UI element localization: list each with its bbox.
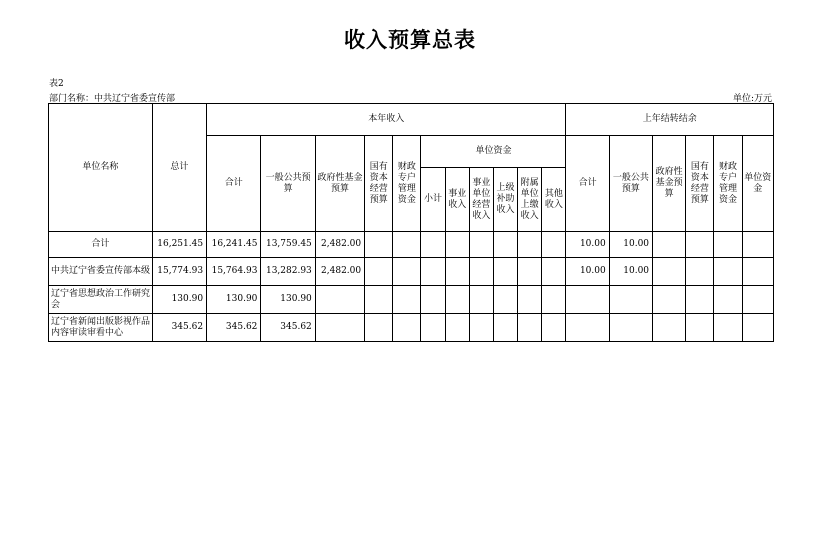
header-business-income: 事业收入	[445, 168, 469, 232]
header-prior-fiscal-special: 财政专户管理资金	[714, 136, 742, 232]
value-cell-p2	[609, 286, 652, 314]
header-prior-subtotal: 合计	[566, 136, 609, 232]
value-cell-c6	[421, 232, 445, 258]
value-cell-p2: 10.00	[609, 232, 652, 258]
value-cell-c10	[518, 286, 542, 314]
unit-name-cell: 辽宁省新闻出版影视作品内容审读审看中心	[49, 314, 153, 342]
value-cell-total: 130.90	[152, 286, 206, 314]
value-cell-c5	[393, 286, 421, 314]
value-cell-c4	[365, 232, 393, 258]
value-cell-p6	[742, 232, 773, 258]
value-cell-c4	[365, 314, 393, 342]
value-cell-c8	[469, 232, 493, 258]
header-prior-state-capital: 国有资本经营预算	[686, 136, 714, 232]
value-cell-c10	[518, 258, 542, 286]
header-total: 总计	[152, 104, 206, 232]
value-cell-p4	[686, 286, 714, 314]
value-cell-p1	[566, 286, 609, 314]
value-cell-c8	[469, 314, 493, 342]
value-cell-p5	[714, 258, 742, 286]
value-cell-p2: 10.00	[609, 258, 652, 286]
value-cell-c1: 15,764.93	[207, 258, 261, 286]
header-row-1	[49, 104, 774, 136]
header-subtotal: 合计	[207, 136, 261, 232]
value-cell-p5	[714, 232, 742, 258]
value-cell-c6	[421, 314, 445, 342]
value-cell-p3	[653, 232, 686, 258]
header-general-budget: 一般公共预算	[261, 136, 315, 232]
value-cell-total: 15,774.93	[152, 258, 206, 286]
table-row	[49, 258, 774, 286]
value-cell-c7	[445, 258, 469, 286]
value-cell-c11	[542, 258, 566, 286]
value-cell-c11	[542, 286, 566, 314]
value-cell-c7	[445, 286, 469, 314]
value-cell-p3	[653, 286, 686, 314]
value-cell-p6	[742, 286, 773, 314]
value-cell-c9	[493, 314, 517, 342]
value-cell-c4	[365, 258, 393, 286]
header-unit-subtotal: 小计	[421, 168, 445, 232]
value-cell-c2: 345.62	[261, 314, 315, 342]
header-unit-funds: 单位资金	[421, 136, 566, 168]
value-cell-p4	[686, 258, 714, 286]
header-prior-unit-funds: 单位资金	[742, 136, 773, 232]
value-cell-c6	[421, 286, 445, 314]
header-superior-subsidy: 上级补助收入	[493, 168, 517, 232]
value-cell-c1: 345.62	[207, 314, 261, 342]
header-prior-general: 一般公共预算	[609, 136, 652, 232]
header-state-capital: 国有资本经营预算	[365, 136, 393, 232]
value-cell-total: 16,251.45	[152, 232, 206, 258]
income-budget-table	[48, 103, 774, 342]
value-cell-p1: 10.00	[566, 258, 609, 286]
value-cell-c5	[393, 258, 421, 286]
table-body	[49, 232, 774, 342]
value-cell-p2	[609, 314, 652, 342]
page-title: 收入预算总表	[344, 28, 476, 52]
header-prior-year: 上年结转结余	[566, 104, 774, 136]
value-cell-c1: 130.90	[207, 286, 261, 314]
value-cell-c1: 16,241.45	[207, 232, 261, 258]
value-cell-p3	[653, 258, 686, 286]
header-current-year: 本年收入	[207, 104, 566, 136]
value-cell-c2: 13,759.45	[261, 232, 315, 258]
value-cell-p5	[714, 286, 742, 314]
value-cell-c3	[315, 314, 364, 342]
value-cell-c7	[445, 314, 469, 342]
header-affiliated-income: 附属单位上缴收入	[518, 168, 542, 232]
header-other-income: 其他收入	[542, 168, 566, 232]
value-cell-c5	[393, 314, 421, 342]
unit-name-cell: 合计	[49, 232, 153, 258]
value-cell-p4	[686, 232, 714, 258]
value-cell-p1: 10.00	[566, 232, 609, 258]
value-cell-c3: 2,482.00	[315, 232, 364, 258]
value-cell-c2: 13,282.93	[261, 258, 315, 286]
unit-name-cell: 中共辽宁省委宣传部本级	[49, 258, 153, 286]
table-number: 表2	[49, 79, 64, 89]
value-cell-c4	[365, 286, 393, 314]
value-cell-p5	[714, 314, 742, 342]
department-name: 部门名称：中共辽宁省委宣传部	[49, 94, 176, 104]
value-cell-p6	[742, 314, 773, 342]
header-fiscal-special: 财政专户管理资金	[393, 136, 421, 232]
value-cell-c10	[518, 314, 542, 342]
table-row	[49, 232, 774, 258]
value-cell-c10	[518, 232, 542, 258]
value-cell-c8	[469, 286, 493, 314]
value-cell-p1	[566, 314, 609, 342]
unit-label: 单位:万元	[732, 94, 772, 104]
table-row	[49, 314, 774, 342]
value-cell-p3	[653, 314, 686, 342]
header-operating-income: 事业单位经营收入	[469, 168, 493, 232]
header-prior-gov-fund: 政府性基金预算	[653, 136, 686, 232]
value-cell-c3: 2,482.00	[315, 258, 364, 286]
value-cell-c6	[421, 258, 445, 286]
value-cell-c9	[493, 286, 517, 314]
value-cell-p6	[742, 258, 773, 286]
value-cell-c9	[493, 232, 517, 258]
value-cell-c3	[315, 286, 364, 314]
value-cell-p4	[686, 314, 714, 342]
value-cell-c9	[493, 258, 517, 286]
value-cell-c2: 130.90	[261, 286, 315, 314]
table-row	[49, 286, 774, 314]
value-cell-c11	[542, 314, 566, 342]
unit-name-cell: 辽宁省思想政治工作研究会	[49, 286, 153, 314]
value-cell-c7	[445, 232, 469, 258]
header-unit-name: 单位名称	[49, 104, 153, 232]
value-cell-c11	[542, 232, 566, 258]
value-cell-total: 345.62	[152, 314, 206, 342]
header-gov-fund: 政府性基金预算	[315, 136, 364, 232]
value-cell-c5	[393, 232, 421, 258]
value-cell-c8	[469, 258, 493, 286]
